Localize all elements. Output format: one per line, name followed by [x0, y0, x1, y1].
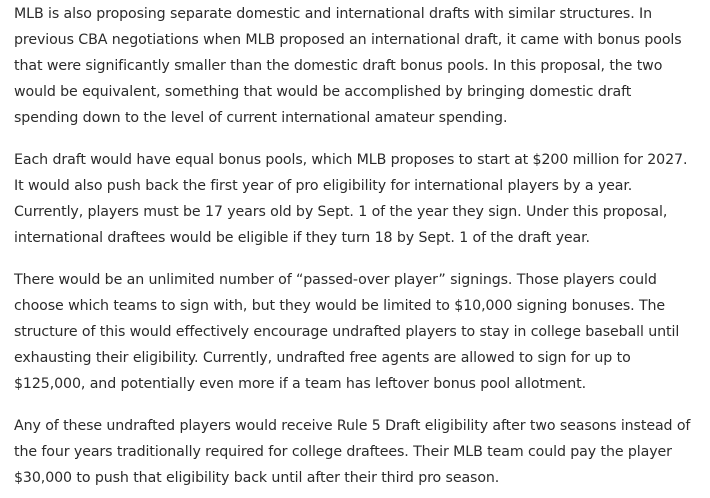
paragraph-bonus-pools: Each draft would have equal bonus pools, which MLB proposes to start at $200 million for 2027. It would also push back the first year of pro eligibility for international players by a year. Currently, players must be 17 years old by Sept. 1 of the year they sign. Under this proposal, international draftees would be eligible if they turn 18 by Sept. 1 of the draft year. [14, 152, 688, 246]
paragraph-international-draft: MLB is also proposing separate domestic and international drafts with similar structures. In previous CBA negotiations when MLB proposed an international draft, it came with bonus pools that were significantly smaller than the domestic draft bonus pools. In this proposal, the two would be equivalent, something that would be accomplished by bringing domestic draft spending down to the level of current international amateur spending. [14, 6, 682, 126]
paragraph-passed-over-signings: There would be an unlimited number of “passed-over player” signings. Those players could choose which teams to sign with, but they would be limited to $10,000 signing bonuses. The structure of this would effectively encourage undrafted players to stay in college baseball until exhausting their eligibility. Currently, undrafted free agents are allowed to sign for up to $125,000, and potentially even more if a team has leftover bonus pool allotment. [14, 272, 680, 392]
paragraph-rule-5-eligibility: Any of these undrafted players would receive Rule 5 Draft eligibility after two seasons instead of the four years traditionally required for college draftees. Their MLB team could pay the player $30,000 to push that eligibility back until after their third pro season. [14, 418, 691, 486]
